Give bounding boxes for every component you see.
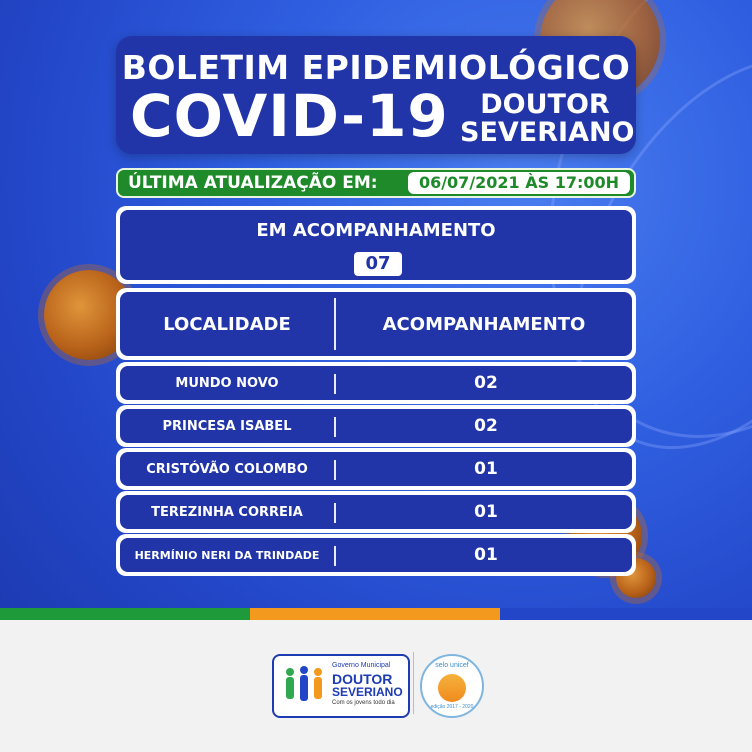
column-header-monitoring: ACOMPANHAMENTO bbox=[382, 313, 586, 335]
row-count: 01 bbox=[474, 545, 498, 565]
column-header-location: LOCALIDADE bbox=[163, 313, 291, 335]
row-count: 02 bbox=[474, 416, 498, 436]
logo-text-line2: SEVERIANO bbox=[332, 685, 403, 699]
row-location: PRINCESA ISABEL bbox=[162, 418, 292, 434]
table-header bbox=[116, 288, 636, 360]
bulletin-title: BOLETIM EPIDEMIOLÓGICO bbox=[121, 48, 631, 87]
last-update-label: ÚLTIMA ATUALIZAÇÃO EM: bbox=[128, 173, 378, 193]
children-icon bbox=[280, 664, 328, 706]
row-location: MUNDO NOVO bbox=[175, 375, 279, 391]
logo-text-line1: DOUTOR bbox=[332, 671, 393, 687]
row-count: 01 bbox=[474, 459, 498, 479]
sun-icon bbox=[438, 674, 466, 702]
covid-title: COVID-19 bbox=[130, 82, 449, 150]
table-row bbox=[116, 448, 636, 490]
municipal-logo bbox=[272, 654, 410, 718]
unicef-seal bbox=[420, 654, 484, 718]
last-update-value: 06/07/2021 ÀS 17:00H bbox=[408, 172, 630, 194]
gov-label: Governo Municipal bbox=[332, 662, 391, 669]
table-row bbox=[116, 491, 636, 533]
row-count: 01 bbox=[474, 502, 498, 522]
table-row bbox=[116, 362, 636, 404]
logo-tagline: Com os jovens todo dia bbox=[332, 700, 395, 706]
row-location: CRISTÓVÃO COLOMBO bbox=[146, 461, 308, 477]
bulletin-header bbox=[116, 36, 636, 154]
unicef-seal-title: selo unicef bbox=[435, 662, 469, 669]
row-location: TEREZINHA CORREIA bbox=[151, 504, 303, 520]
city-name-line1: DOUTOR bbox=[480, 89, 610, 120]
row-count: 02 bbox=[474, 373, 498, 393]
last-update-bar bbox=[116, 168, 636, 198]
color-stripe bbox=[0, 608, 752, 620]
logo-separator bbox=[413, 652, 414, 714]
monitoring-total-panel bbox=[116, 206, 636, 284]
monitoring-count: 07 bbox=[354, 252, 402, 276]
monitoring-title: EM ACOMPANHAMENTO bbox=[256, 220, 496, 241]
table-row bbox=[116, 534, 636, 576]
city-name-line2: SEVERIANO bbox=[460, 117, 635, 148]
row-location: HERMÍNIO NERI DA TRINDADE bbox=[134, 548, 320, 562]
table-row bbox=[116, 405, 636, 447]
unicef-seal-edition: edição 2017 - 2020 bbox=[430, 704, 474, 710]
